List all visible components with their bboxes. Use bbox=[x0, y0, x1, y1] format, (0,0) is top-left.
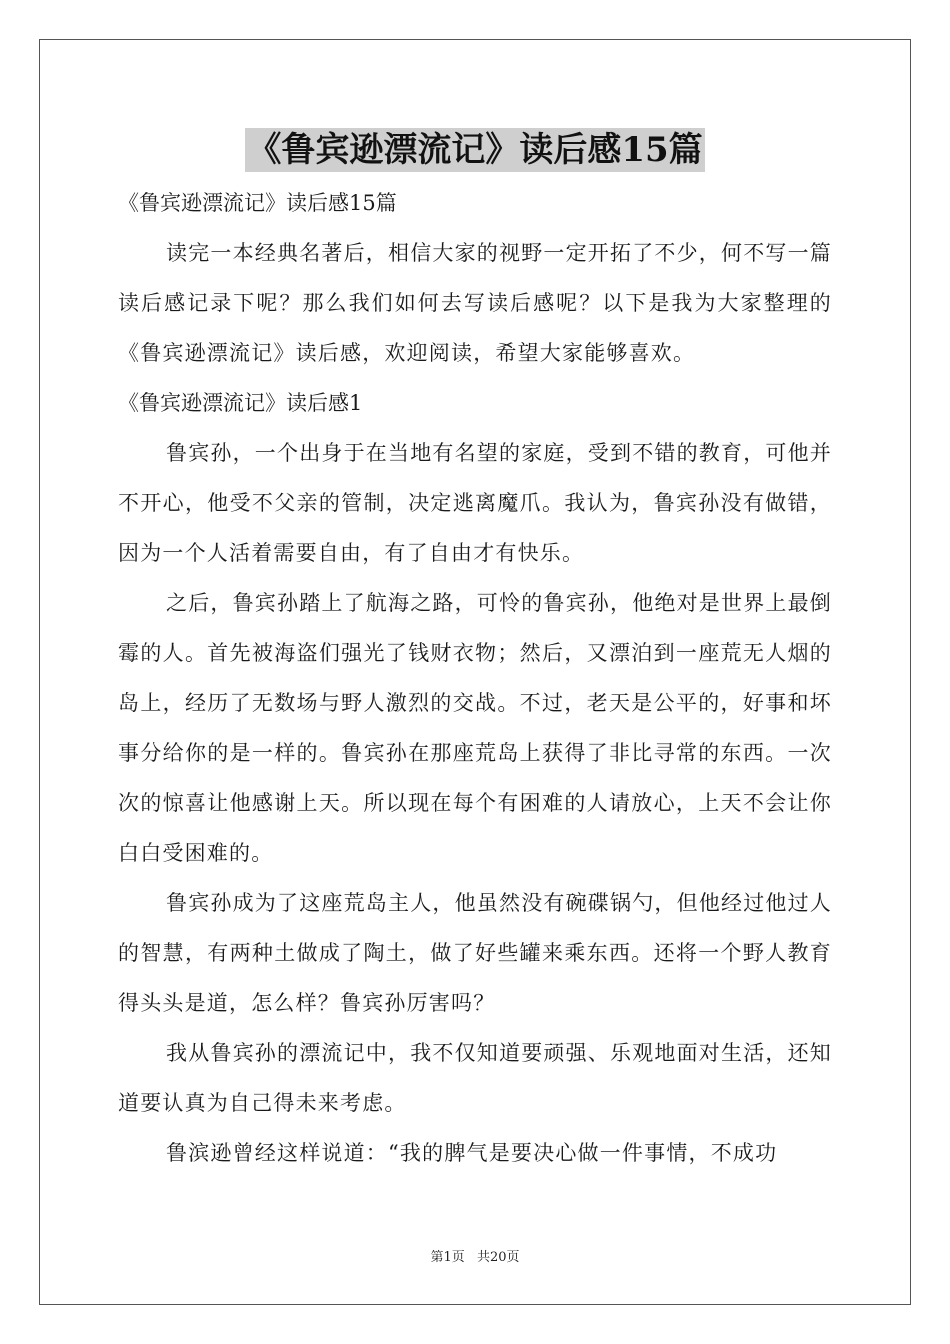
page-number: 第1页 bbox=[430, 1250, 465, 1265]
body-paragraph: 之后，鲁宾孙踏上了航海之路，可怜的鲁宾孙，他绝对是世界上最倒霉的人。首先被海盗们强光了钱财衣物；然后，又漂泊到一座荒无人烟的岛上，经历了无数场与野人激烈的交战。不过，老天是公平的，好事和坏事分给你的是一样的。鲁宾孙在那座荒岛上获得了非比寻常的东西。一次次的惊喜让他感谢上天。所以现在每个有困难的人请放心，上天不会让你白白受困难的。 bbox=[118, 591, 832, 865]
body-paragraph: 鲁宾孙，一个出身于在当地有名望的家庭，受到不错的教育，可他并不开心，他受不父亲的管制，决定逃离魔爪。我认为，鲁宾孙没有做错，因为一个人活着需要自由，有了自由才有快乐。 bbox=[118, 441, 832, 565]
body-paragraph: 我从鲁宾孙的漂流记中，我不仅知道要顽强、乐观地面对生活，还知道要认真为自己得未来考虑。 bbox=[118, 1041, 832, 1115]
title-container bbox=[0, 128, 950, 172]
intro-paragraph: 读完一本经典名著后，相信大家的视野一定开拓了不少，何不写一篇读后感记录下呢？那么我们如何去写读后感呢？以下是我为大家整理的《鲁宾逊漂流记》读后感，欢迎阅读，希望大家能够喜欢。 bbox=[118, 241, 832, 365]
document-body bbox=[118, 178, 832, 1178]
body-paragraph: 鲁滨逊曾经这样说道：“我的脾气是要决心做一件事情，不成功 bbox=[166, 1141, 778, 1165]
section-heading: 《鲁宾逊漂流记》读后感1 bbox=[118, 391, 363, 415]
page-total: 共20页 bbox=[476, 1250, 520, 1265]
document-subtitle: 《鲁宾逊漂流记》读后感15篇 bbox=[118, 191, 397, 215]
document-title: 《鲁宾逊漂流记》读后感15篇 bbox=[247, 130, 703, 170]
page-footer bbox=[0, 1246, 950, 1265]
body-paragraph: 鲁宾孙成为了这座荒岛主人，他虽然没有碗碟锅勺，但他经过他过人的智慧，有两种土做成了陶土，做了好些罐来乘东西。还将一个野人教育得头头是道，怎么样？鲁宾孙厉害吗？ bbox=[118, 891, 832, 1015]
